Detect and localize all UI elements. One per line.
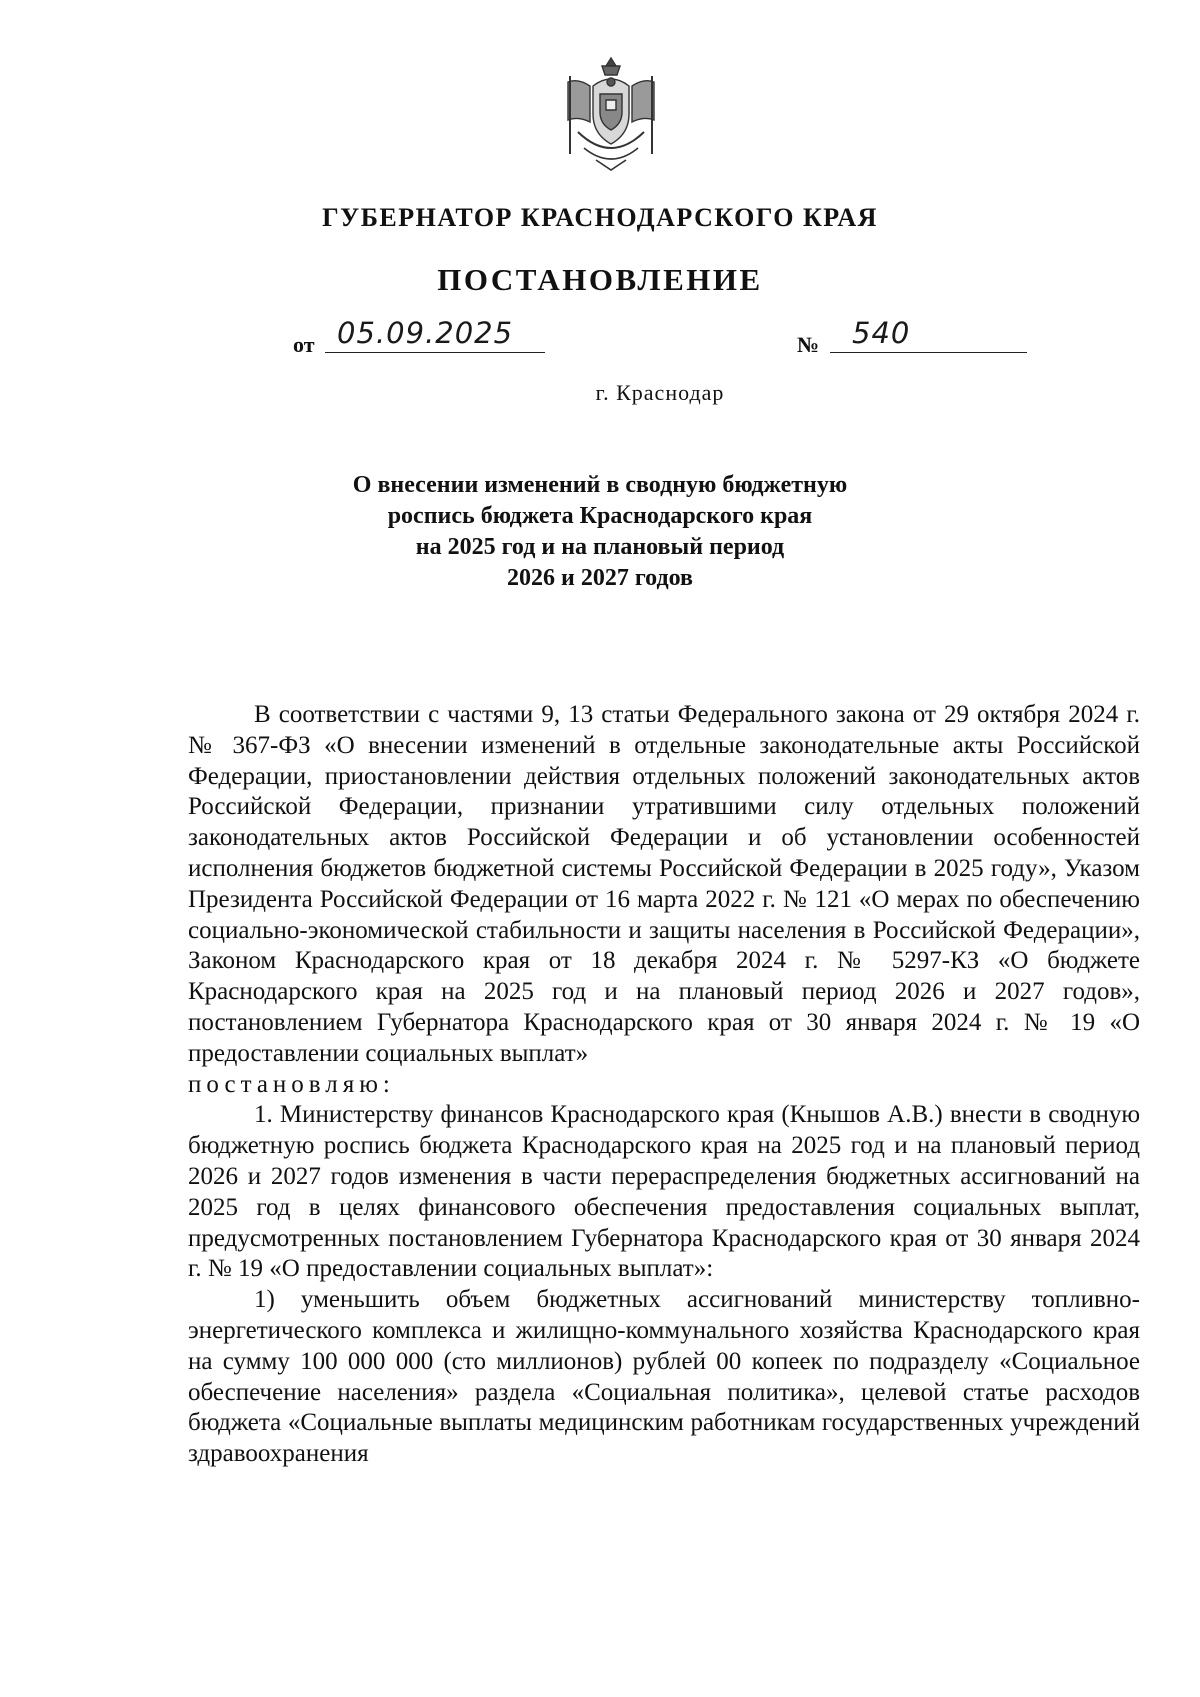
- resolve-word: постановляю:: [188, 1070, 395, 1098]
- title-line: 2026 и 2027 годов: [507, 565, 693, 591]
- handwritten-date: 05.09.2025: [337, 316, 514, 350]
- issuing-authority: ГУБЕРНАТОР КРАСНОДАРСКОГО КРАЯ: [322, 203, 878, 232]
- title-line: роспись бюджета Краснодарского края: [387, 503, 813, 529]
- preamble-paragraph: В соответствии с частями 9, 13 статьи Федерального закона от 29 октября 2024 г. № 367-ФЗ «О внесении изменений в отдельные законодательные акты Российской Федерации, приостановлении действия отдельных положений законодательных актов Российской Федерации, признании утратившими силу отдельных положений законодательных актов Российской Федерации и об установлении особенностей исполнения бюджетов бюджетной системы Российской Федерации в 2025 году», Указом Президента Российской Федерации от 16 марта 2022 г. № 121 «О мерах по обеспечению социально-экономической стабильности и защиты населения в Российской Федерации», Законом Краснодарского края от 18 декабря 2024 г. № 5297-КЗ «О бюджете Краснодарского края на 2025 год и на плановый период 2026 и 2027 годов», постановлением Губернатора Краснодарского края от 30 января 2024 г. № 19 «О предоставлении социальных выплат»: [188, 701, 1140, 1067]
- document-body: [188, 700, 1140, 1470]
- document-type: ПОСТАНОВЛЕНИЕ: [437, 262, 763, 297]
- date-label: от: [293, 332, 315, 357]
- date-field: [325, 318, 545, 353]
- title-line: О внесении изменений в сводную бюджетную: [352, 472, 848, 498]
- coat-of-arms-emblem: [556, 52, 666, 180]
- item-1-paragraph: 1. Министерству финансов Краснодарского края (Кнышов А.В.) внести в сводную бюджетную роспись бюджета Краснодарского края на 2025 год и на плановый период 2026 и 2027 годов изменения в части перераспределения бюджетных ассигнований на 2025 год в целях финансового обеспечения предоставления социальных выплат, предусмотренных постановлением Губернатора Краснодарского края от 30 января 2024 г. № 19 «О предоставлении социальных выплат»:: [188, 1101, 1140, 1283]
- document-title: [300, 470, 900, 594]
- number-field: [830, 318, 1027, 353]
- handwritten-number: 540: [852, 316, 911, 350]
- number-label: №: [797, 332, 820, 357]
- city-name: г. Краснодар: [595, 380, 725, 405]
- title-line: на 2025 год и на плановый период: [415, 534, 785, 560]
- subitem-1-paragraph: 1) уменьшить объем бюджетных ассигнований министерству топливно-энергетического комплекса и жилищно-коммунального хозяйства Краснодарского края на сумму 100 000 000 (сто миллионов) рублей 00 копеек по подразделу «Социальное обеспечение населения» раздела «Социальная политика», целевой статье расходов бюджета «Социальные выплаты медицинским работникам государственных учреждений здравоохранения: [188, 1286, 1140, 1468]
